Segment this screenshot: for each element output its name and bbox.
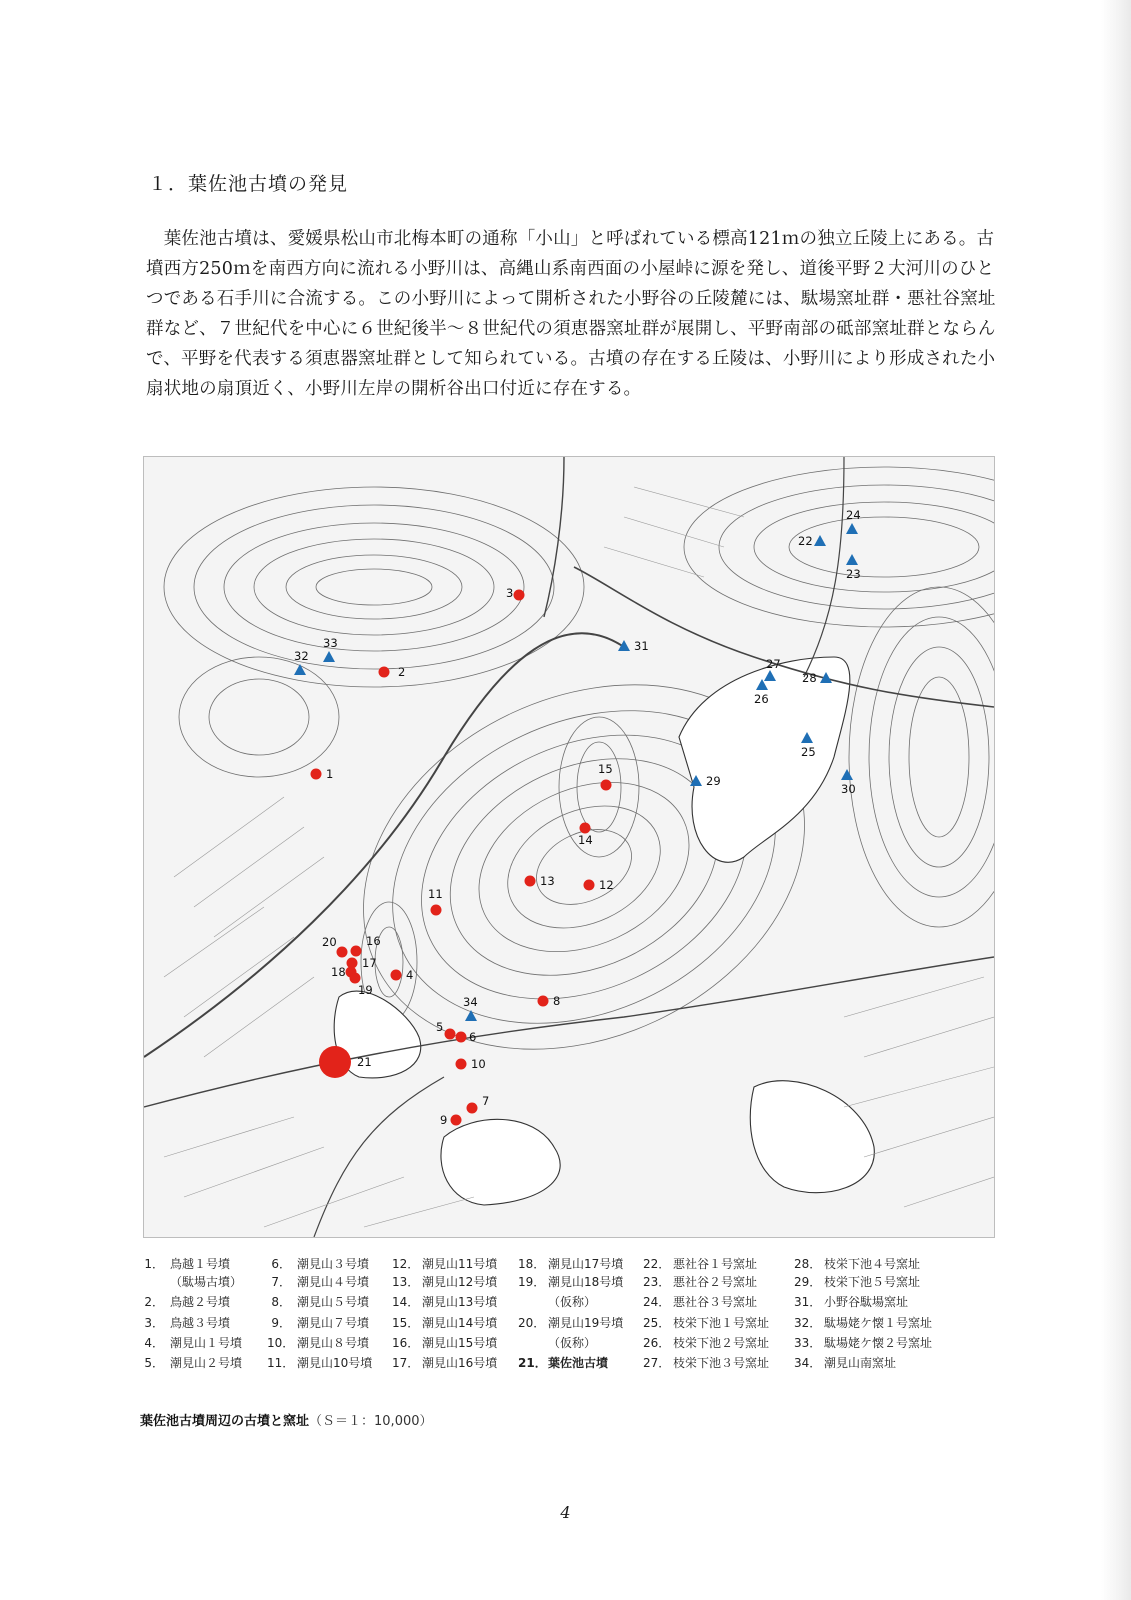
main-tomb-circle-icon [319,1046,351,1078]
legend-item-number: 29． [794,1275,822,1289]
legend-item [140,1314,230,1331]
topographic-map [143,456,995,1238]
legend-item [140,1293,230,1310]
legend-item-number: 5． [144,1356,164,1370]
tomb-circle-icon [451,1115,462,1126]
legend-item [518,1354,608,1371]
legend-item-name: 潮見山８号墳 [297,1336,370,1350]
legend-item [794,1334,932,1351]
legend-item-number: 4． [144,1336,164,1350]
legend-item-name: 潮見山４号墳 [297,1275,370,1289]
legend-item-number: 23． [643,1275,671,1289]
legend-item [643,1314,769,1331]
legend-item-name: 枝栄下池３号窯址 [673,1356,770,1370]
site-marker-label: 32 [294,649,309,663]
legend-item [643,1354,769,1371]
legend-item [267,1334,369,1351]
legend-item-number: 8． [271,1295,291,1309]
site-marker-label: 15 [598,762,613,776]
legend-item [267,1354,372,1371]
legend-item [267,1273,369,1290]
legend-item-name: 葉佐池古墳 [548,1356,609,1370]
site-marker-label: 8 [553,994,561,1008]
map-legend [140,1255,1020,1385]
map-background [144,457,994,1237]
legend-item [794,1314,932,1331]
legend-item-number: 15． [392,1316,420,1330]
site-marker-13 [525,874,555,888]
site-marker-label: 27 [766,657,781,671]
legend-item [267,1293,369,1310]
legend-item-name: 潮見山５号墳 [297,1295,370,1309]
site-marker-label: 22 [798,534,813,548]
legend-item-name: （駄場古墳） [170,1275,243,1289]
legend-item-number: 1． [144,1257,164,1271]
legend-item-name: 枝栄下池４号窯址 [824,1257,921,1271]
page-number: 4 [560,1503,571,1522]
legend-item-name: 鳥越３号墳 [170,1316,231,1330]
site-marker-label: 29 [706,774,721,788]
legend-item-number: 32． [794,1316,822,1330]
tomb-circle-icon [431,905,442,916]
site-marker-label: 3 [506,586,514,600]
site-marker-label: 18 [331,965,346,979]
site-marker-label: 28 [802,671,817,685]
tomb-circle-icon [379,667,390,678]
legend-item [392,1273,497,1290]
body-paragraph: 葉佐池古墳は、愛媛県松山市北梅本町の通称「小山」と呼ばれている標高121ｍの独立丘陵上にある。古墳西方250ｍを南西方向に流れる小野川は、高縄山系南西面の小屋峠に源を発し、道後平野２大河川のひとつである石手川に合流する。この小野川によって開析された小野谷の丘陵麓には、駄場窯址群・悪社谷窯址群など、７世紀代を中心に６世紀後半～８世紀代の須恵器窯址群が展開し、平野南部の砥部窯址群とならんで、平野を代表する須恵器窯址群として知られている。古墳の存在する丘陵は、小野川により形成された小扇状地の扇頂近く、小野川左岸の開析谷出口付近に存在する。 [146,229,996,399]
legend-item-name: 潮見山１号墳 [170,1336,243,1350]
site-marker-label: 20 [322,935,337,949]
legend-item-number: 7． [271,1275,291,1289]
site-marker-label: 7 [482,1094,490,1108]
figure-caption [140,1410,433,1429]
legend-item-name: 悪社谷１号窯址 [673,1257,758,1271]
map-svg [144,457,994,1237]
site-marker-label: 24 [846,508,861,522]
legend-item [518,1314,623,1331]
legend-item-name: 潮見山南窯址 [824,1356,897,1370]
legend-item-number: 14． [392,1295,420,1309]
site-marker-label: 31 [634,639,649,653]
legend-item-number: 10． [267,1336,295,1350]
site-marker-label: 13 [540,874,555,888]
site-marker-label: 25 [801,745,816,759]
legend-item-name: 枝栄下池１号窯址 [673,1316,770,1330]
tomb-circle-icon [601,780,612,791]
legend-item [267,1314,369,1331]
site-marker-label: 26 [754,692,769,706]
tomb-circle-icon [311,769,322,780]
site-marker-label: 4 [406,968,414,982]
site-marker-label: 2 [398,665,406,679]
legend-item-number: 9． [271,1316,291,1330]
site-marker-label: 23 [846,567,861,581]
site-marker-label: 10 [471,1057,486,1071]
legend-item [794,1273,920,1290]
legend-item [392,1334,497,1351]
legend-item [140,1334,242,1351]
legend-item-name: 悪社谷２号窯址 [673,1275,758,1289]
legend-item-number: 12． [392,1257,420,1271]
legend-item-number: 27． [643,1356,671,1370]
legend-item [643,1334,769,1351]
legend-item [794,1293,908,1310]
legend-item-name: 潮見山19号墳 [548,1316,624,1330]
tomb-circle-icon [456,1059,467,1070]
legend-item [643,1255,757,1272]
tomb-circle-icon [525,876,536,887]
legend-item-name: 潮見山16号墳 [422,1356,498,1370]
tomb-circle-icon [456,1032,467,1043]
tomb-circle-icon [337,947,348,958]
legend-item-name: 駄場姥ケ懐２号窯址 [824,1336,933,1350]
legend-item-number: 26． [643,1336,671,1350]
site-marker-label: 30 [841,782,856,796]
legend-item-name: 潮見山10号墳 [297,1356,373,1370]
legend-item-number: 6． [271,1257,291,1271]
legend-item-name: 鳥越１号墳 [170,1257,231,1271]
legend-item [643,1293,757,1310]
site-marker-label: 14 [578,833,593,847]
site-marker-label: 21 [357,1055,372,1069]
site-marker-label: 17 [362,956,377,970]
legend-item-number: 28． [794,1257,822,1271]
legend-item-name: （仮称） [548,1336,597,1350]
legend-item-name: 鳥越２号墳 [170,1295,231,1309]
legend-item [140,1273,242,1290]
legend-item [392,1293,497,1310]
tomb-circle-icon [580,823,591,834]
legend-item-name: 潮見山７号墳 [297,1316,370,1330]
legend-item [392,1314,497,1331]
legend-item-number: 19． [518,1275,546,1289]
legend-item-name: 潮見山17号墳 [548,1257,624,1271]
legend-item-number: 20． [518,1316,546,1330]
legend-item-number: 13． [392,1275,420,1289]
legend-item [518,1273,623,1290]
tomb-circle-icon [350,973,361,984]
legend-item [794,1354,896,1371]
legend-item-number: 21． [518,1356,547,1370]
legend-item-name: 潮見山３号墳 [297,1257,370,1271]
legend-item-number: 11． [267,1356,295,1370]
tomb-circle-icon [391,970,402,981]
legend-item-number: 31． [794,1295,822,1309]
legend-item [140,1255,230,1272]
legend-item-number: 22． [643,1257,671,1271]
legend-item-name: （仮称） [548,1295,597,1309]
section-heading: １．葉佐池古墳の発見 [148,172,349,195]
legend-item-name: 潮見山13号墳 [422,1295,498,1309]
site-marker-label: 6 [469,1030,477,1044]
legend-item [518,1293,596,1310]
site-marker-label: 19 [358,983,373,997]
page-edge-shadow [1101,0,1131,1600]
legend-item-name: 駄場姥ケ懐１号窯址 [824,1316,933,1330]
legend-item-name: 潮見山14号墳 [422,1316,498,1330]
site-marker-label: 5 [436,1020,444,1034]
site-marker-label: 11 [428,887,443,901]
legend-item-number: 17． [392,1356,420,1370]
legend-item-name: 枝栄下池２号窯址 [673,1336,770,1350]
legend-item [518,1255,623,1272]
tomb-circle-icon [445,1029,456,1040]
legend-item [392,1354,497,1371]
caption-title: 葉佐池古墳周辺の古墳と窯址 [140,1414,310,1429]
site-marker-label: 16 [366,934,381,948]
legend-item [140,1354,242,1371]
legend-item-number: 18． [518,1257,546,1271]
site-marker-label: 33 [323,636,338,650]
site-marker-label: 34 [463,995,478,1009]
tomb-circle-icon [351,946,362,957]
legend-item-name: 悪社谷３号窯址 [673,1295,758,1309]
legend-item-name: 潮見山２号墳 [170,1356,243,1370]
legend-item-name: 枝栄下池５号窯址 [824,1275,921,1289]
site-marker-10 [456,1057,486,1071]
legend-item [518,1334,596,1351]
legend-item-name: 潮見山18号墳 [548,1275,624,1289]
legend-item-number: 2． [144,1295,164,1309]
site-marker-12 [584,878,614,892]
site-marker-label: 1 [326,767,334,781]
tomb-circle-icon [584,880,595,891]
legend-item [643,1273,757,1290]
legend-item [794,1255,920,1272]
legend-item-number: 33． [794,1336,822,1350]
caption-scale: （Ｓ＝１：10,000） [309,1414,433,1429]
legend-item-number: 34． [794,1356,822,1370]
tomb-circle-icon [514,590,525,601]
legend-item-name: 小野谷駄場窯址 [824,1295,909,1309]
legend-item-number: 16． [392,1336,420,1350]
tomb-circle-icon [467,1103,478,1114]
tomb-circle-icon [538,996,549,1007]
legend-item-name: 潮見山12号墳 [422,1275,498,1289]
site-marker-label: 9 [440,1113,448,1127]
legend-item [392,1255,497,1272]
site-marker-label: 12 [599,878,614,892]
legend-item [267,1255,369,1272]
legend-item-name: 潮見山15号墳 [422,1336,498,1350]
legend-item-number: 25． [643,1316,671,1330]
legend-item-number: 3． [144,1316,164,1330]
legend-item-name: 潮見山11号墳 [422,1257,498,1271]
legend-item-number: 24． [643,1295,671,1309]
